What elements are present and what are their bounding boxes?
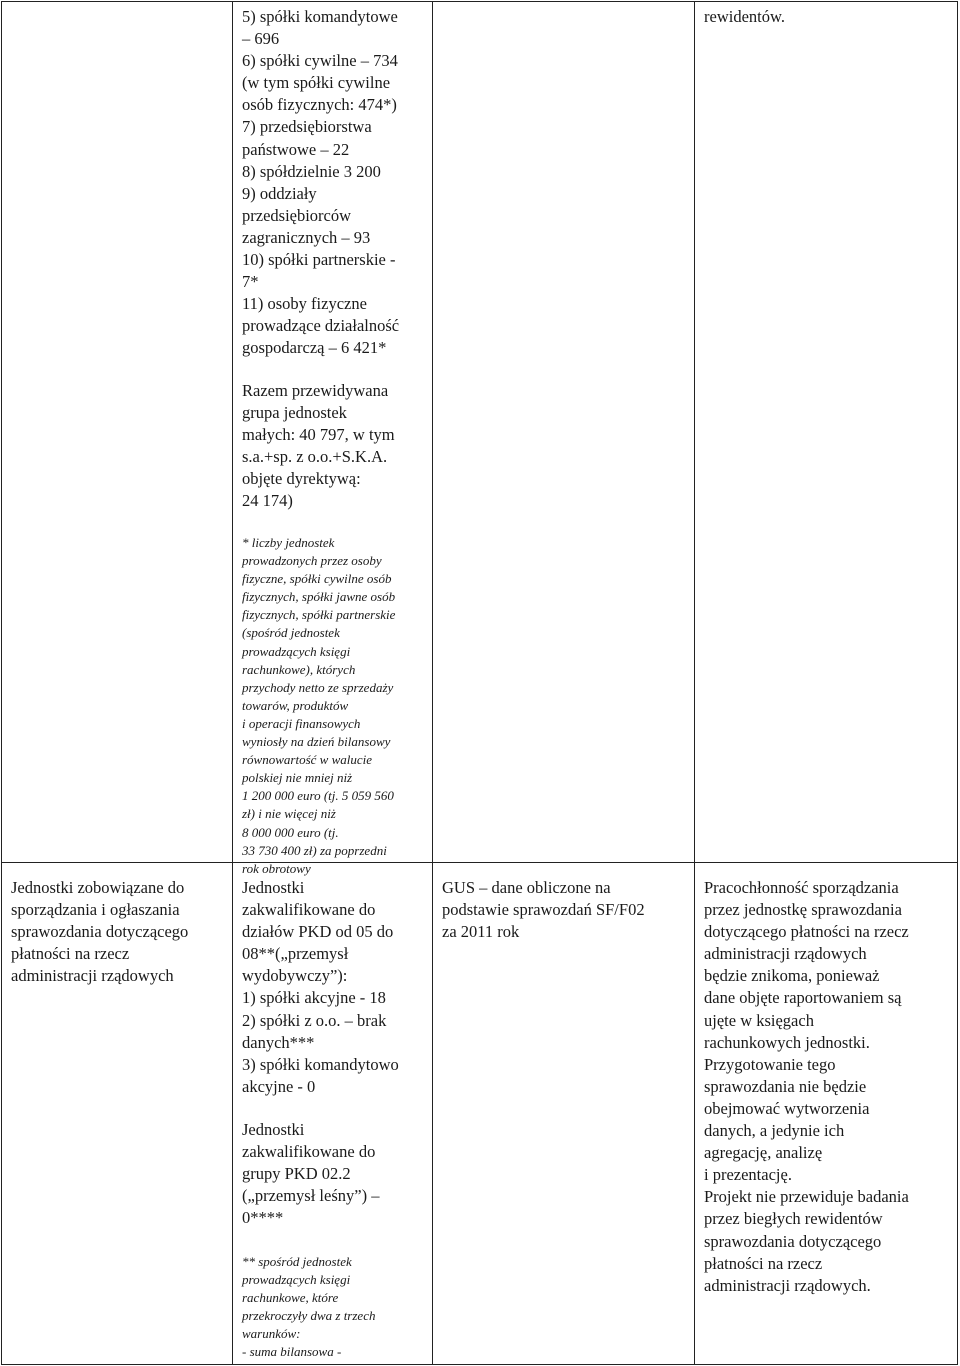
entity-group-label: Jednostki zobowiązane do sporządzania i ogłaszania sprawozdania dotyczącego płatności na rzecz administracji rządowych	[11, 878, 189, 986]
forestry-entities-text: Jednostki zakwalifikowane do grupy PKD 02.2 („przemysł leśny”) – 0****	[242, 1120, 380, 1228]
mining-entities-text: Jednostki zakwalifikowane do działów PKD od 05 do 08**(„przemysł wydobywczy”): 1) spółki akcyjne - 18 2) spółki z o.o. – brak danych*** 3) spółki komandytowo akcyjne - 0	[242, 878, 399, 1096]
table-cell-impact-description	[694, 1, 958, 863]
table-cell-impact-description	[694, 863, 958, 1365]
table-row	[0, 863, 960, 1365]
table-cell-data-source	[432, 1, 695, 863]
table-cell-data-source	[432, 863, 695, 1365]
table-cell-entity-counts	[232, 1, 433, 876]
table-row	[0, 1, 960, 876]
entity-type-list: 5) spółki komandytowe – 696 6) spółki cywilne – 734 (w tym spółki cywilne osób fizycznych: 474*) 7) przedsiębiorstwa państwowe – 22 8) spółdzielnie 3 200 9) oddziały przedsiębiorców zagranicznych – 93 10) spółki partnerskie - 7* 11) osoby fizyczne prowadzące działalność gospodarczą – 6 421*	[242, 7, 400, 358]
table-cell-entity-group	[1, 863, 233, 1365]
impact-text-continuation: rewidentów.	[704, 7, 785, 26]
table-cell-entity-counts	[232, 863, 433, 1365]
footnote-double-asterisk: ** spośród jednostek prowadzących księgi rachunkowe, które przekroczyły dwa z trzech warunków: - suma bilansowa -	[242, 1254, 376, 1360]
data-source-text: GUS – dane obliczone na podstawie sprawozdań SF/F02 za 2011 rok	[442, 878, 645, 942]
table-cell-entity-group	[1, 1, 233, 863]
footnote-single-asterisk: * liczby jednostek prowadzonych przez osoby fizyczne, spółki cywilne osób fizycznych, spółki jawne osób fizycznych, spółki partnerskie (spośród jednostek prowadzących księgi rachunkowe), których przychody netto ze sprzedaży towarów, produktów i operacji finansowych wyniosły na dzień bilansowy równowartość w walucie polskiej nie mniej niż 1 200 000 euro (tj. 5 059 560 zł) i nie więcej niż 8 000 000 euro (tj. 33 730 400 zł) za poprzedni rok obrotowy	[242, 535, 396, 876]
impact-description-text: Pracochłonność sporządzania przez jednostkę sprawozdania dotyczącego płatności na rzecz administracji rządowych będzie znikoma, ponieważ dane objęte raportowaniem są ujęte w księgach rachunkowych jednostki. Przygotowanie tego sprawozdania nie będzie obejmować wytworzenia danych, a jedynie ich agregację, analizę i prezentację. Projekt nie przewiduje badania przez biegłych rewidentów sprawozdania dotyczącego płatności na rzecz administracji rządowych.	[704, 878, 909, 1295]
small-entities-summary: Razem przewidywana grupa jednostek małych: 40 797, w tym s.a.+sp. z o.o.+S.K.A. objęte dyrektywą: 24 174)	[242, 381, 395, 511]
